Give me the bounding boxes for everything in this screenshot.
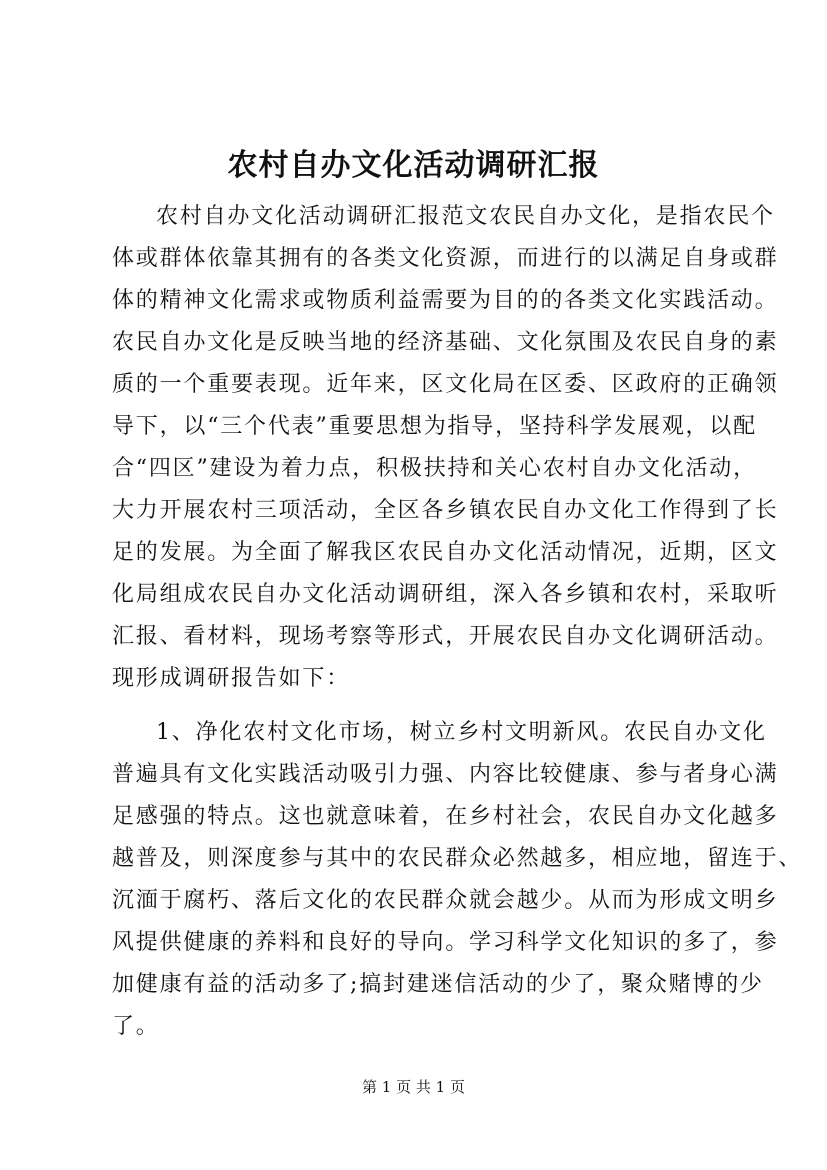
paragraph-gap <box>112 700 744 712</box>
paragraph-line: 足感强的特点。这也就意味着，在乡村社会，农民自办文化越多 <box>112 804 779 829</box>
paragraph <box>112 196 779 700</box>
paragraph-line: 足的发展。为全面了解我区农民自办文化活动情况，近期，区文 <box>112 540 779 565</box>
paragraph-line: 体或群体依靠其拥有的各类文化资源，而进行的以满足自身或群 <box>112 246 779 271</box>
paragraph-line: 大力开展农村三项活动，全区各乡镇农民自办文化工作得到了长 <box>112 498 779 523</box>
paragraph-line: 导下，以“三个代表”重要思想为指导，坚持科学发展观，以配 <box>112 414 757 439</box>
paragraph-line: 合“四区”建设为着力点，积极扶持和关心农村自办文化活动， <box>112 456 757 481</box>
page-footer: 第 1 页 共 1 页 <box>362 1078 465 1096</box>
paragraph-line: 越普及，则深度参与其中的农民群众必然越多，相应地，留连于、 <box>112 846 803 871</box>
paragraph-line: 质的一个重要表现。近年来，区文化局在区委、区政府的正确领 <box>112 372 779 397</box>
paragraph-line: 化局组成农民自办文化活动调研组，深入各乡镇和农村，采取听 <box>112 582 779 607</box>
paragraph-line: 沉湎于腐朽、落后文化的农民群众就会越少。从而为形成文明乡 <box>112 888 779 913</box>
paragraph-line: 1、净化农村文化市场，树立乡村文明新风。农民自办文化 <box>156 720 767 745</box>
paragraph-line: 体的精神文化需求或物质利益需要为目的的各类文化实践活动。 <box>112 288 779 313</box>
paragraph-line: 了。 <box>112 1014 160 1039</box>
paragraph-line: 现形成调研报告如下： <box>112 666 351 691</box>
document-body <box>112 196 803 1048</box>
paragraph-line: 汇报、看材料，现场考察等形式，开展农民自办文化调研活动。 <box>112 624 779 649</box>
paragraph-line: 风提供健康的养料和良好的导向。学习科学文化知识的多了，参 <box>112 930 779 955</box>
paragraph-line: 农民自办文化是反映当地的经济基础、文化氛围及农民自身的素 <box>112 330 779 355</box>
paragraph <box>112 712 803 1048</box>
paragraph-line: 普遍具有文化实践活动吸引力强、内容比较健康、参与者身心满 <box>112 762 779 787</box>
document-title: 农村自办文化活动调研汇报 <box>227 148 600 183</box>
paragraph-line: 农村自办文化活动调研汇报范文农民自办文化，是指农民个 <box>156 204 775 229</box>
paragraph-line: 加健康有益的活动多了;搞封建迷信活动的少了，聚众赌博的少 <box>112 972 764 997</box>
